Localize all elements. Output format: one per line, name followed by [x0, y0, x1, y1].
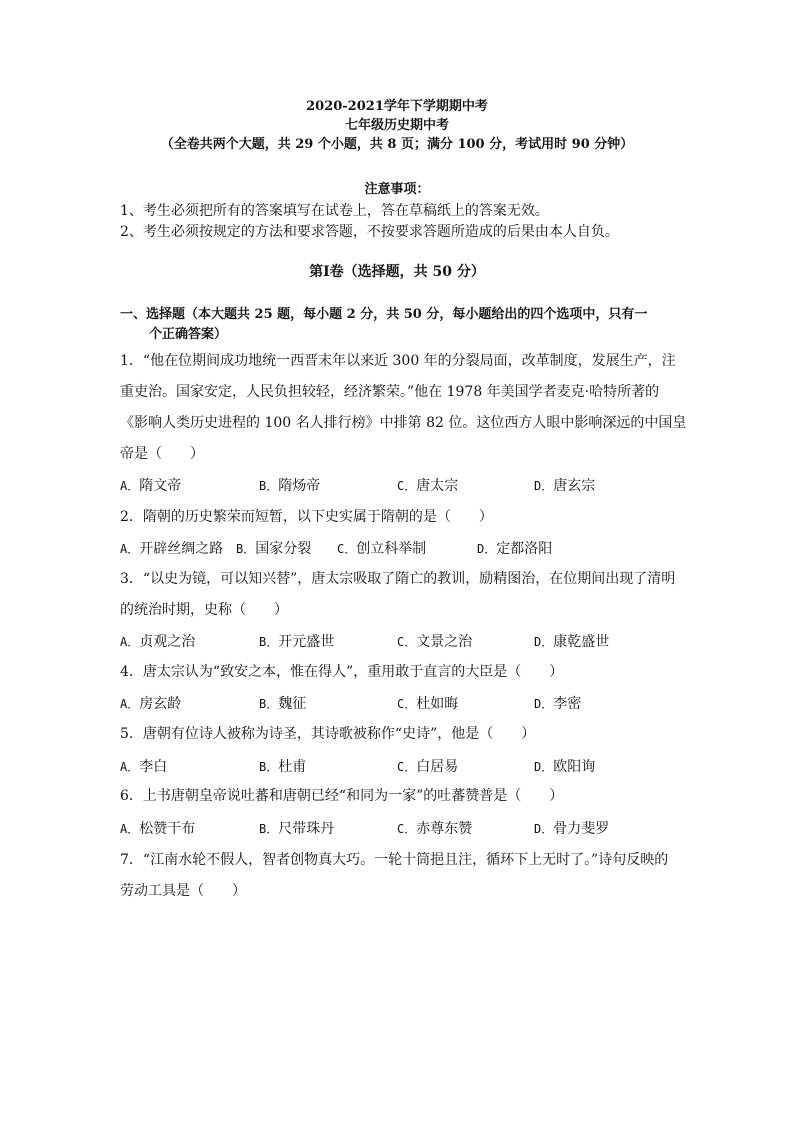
- exam-subject-title: 七年级历史期中考: [344, 118, 449, 133]
- question-2-options: [120, 537, 680, 561]
- option-d[interactable]: D．骨力斐罗: [534, 821, 610, 837]
- option-b[interactable]: B．杜甫: [259, 759, 307, 775]
- part-instructions: [120, 305, 680, 345]
- option-a[interactable]: A．隋文帝: [120, 478, 182, 494]
- question-7: [120, 845, 680, 907]
- option-a[interactable]: A．房玄龄: [120, 696, 182, 712]
- notice-item: 1、考生必须把所有的答案填写在试卷上，答在草稿纸上的答案无效。: [120, 203, 549, 219]
- option-a[interactable]: A．李白: [120, 759, 168, 775]
- question-2: [120, 502, 680, 533]
- option-c[interactable]: C．创立科举制: [337, 541, 427, 557]
- exam-term-title: 2020-2021学年下学期期中考: [306, 99, 488, 114]
- question-text-line: 6．上书唐朝皇帝说吐蕃和唐朝已经“和同为一家”的吐蕃赞普是（ ）: [120, 788, 564, 804]
- option-d[interactable]: D．定都洛阳: [477, 541, 553, 557]
- option-c[interactable]: C．杜如晦: [397, 696, 459, 712]
- exam-header: [0, 97, 794, 154]
- question-3-options: [120, 630, 680, 654]
- notice-heading: 注意事项：: [364, 182, 430, 197]
- question-5-options: [120, 755, 680, 779]
- question-text-line: 5．唐朝有位诗人被称为诗圣，其诗歌被称作“史诗”，他是（ ）: [120, 726, 536, 742]
- option-d[interactable]: D．欧阳询: [534, 759, 596, 775]
- question-4-options: [120, 692, 680, 716]
- question-3: [120, 564, 680, 626]
- question-text-line: 4．唐太宗认为“致安之本，惟在得人”，重用敢于直言的大臣是（ ）: [120, 664, 564, 680]
- option-b[interactable]: B．尺带珠丹: [259, 821, 335, 837]
- option-c[interactable]: C．文景之治: [397, 634, 473, 650]
- option-c[interactable]: C．白居易: [397, 759, 459, 775]
- question-text-line: 重吏治。国家安定，人民负担较轻，经济繁荣。”他在 1978 年美国学者麦克·哈特所著的: [120, 384, 660, 400]
- question-text-line: 《影响人类历史进程的 100 名人排行榜》中排第 82 位。这位西方人眼中影响深远的中国皇: [120, 415, 687, 431]
- question-text-line: 帝是（ ）: [120, 446, 204, 462]
- option-d[interactable]: D．康乾盛世: [534, 634, 610, 650]
- question-4: [120, 657, 680, 688]
- option-a[interactable]: A．贞观之治: [120, 634, 196, 650]
- notice-item: 2、考生必须按规定的方法和要求答题，不按要求答题所造成的后果由本人自负。: [120, 224, 619, 240]
- question-text-line: 1．“他在位期间成功地统一西晋末年以来近 300 年的分裂局面，改革制度，发展生产，注: [120, 353, 676, 369]
- question-text-line: 2．隋朝的历史繁荣而短暂，以下史实属于隋朝的是（ ）: [120, 509, 493, 525]
- exam-info-line: （全卷共两个大题，共 29 个小题，共 8 页；满分 100 分，考试用时 90 分钟）: [160, 137, 634, 152]
- option-b[interactable]: B．隋炀帝: [259, 478, 321, 494]
- option-b[interactable]: B．国家分裂: [236, 541, 312, 557]
- option-a[interactable]: A．松赞干布: [120, 821, 196, 837]
- option-b[interactable]: B．魏征: [259, 696, 307, 712]
- option-c[interactable]: C．赤尊东赞: [397, 821, 473, 837]
- question-6-options: [120, 817, 680, 841]
- question-1: [120, 346, 687, 470]
- part-instructions-line: 一、选择题（本大题共 25 题，每小题 2 分，共 50 分，每小题给出的四个选项中，只有一: [120, 307, 648, 322]
- option-d[interactable]: D．唐玄宗: [534, 478, 596, 494]
- option-c[interactable]: C．唐太宗: [397, 478, 459, 494]
- question-1-options: [120, 474, 680, 498]
- question-text-line: 3．“以史为镜，可以知兴替”，唐太宗吸取了隋亡的教训，励精图治，在位期间出现了清明: [120, 571, 676, 587]
- notice-list: [120, 201, 690, 243]
- option-a[interactable]: A．开辟丝绸之路: [120, 541, 224, 557]
- question-text-line: 的统治时期，史称（ ）: [120, 602, 288, 618]
- question-text-line: 7．“江南水轮不假人，智者创物真大巧。一轮十筒挹且注，循环下上无时了。”诗句反映的: [120, 852, 669, 868]
- part-instructions-line: 个正确答案）: [149, 327, 228, 342]
- option-d[interactable]: D．李密: [534, 696, 582, 712]
- question-6: [120, 781, 680, 812]
- section-title: 第Ⅰ卷（选择题，共 50 分）: [309, 264, 485, 280]
- question-5: [120, 719, 680, 750]
- question-text-line: 劳动工具是（ ）: [120, 883, 246, 899]
- option-b[interactable]: B．开元盛世: [259, 634, 335, 650]
